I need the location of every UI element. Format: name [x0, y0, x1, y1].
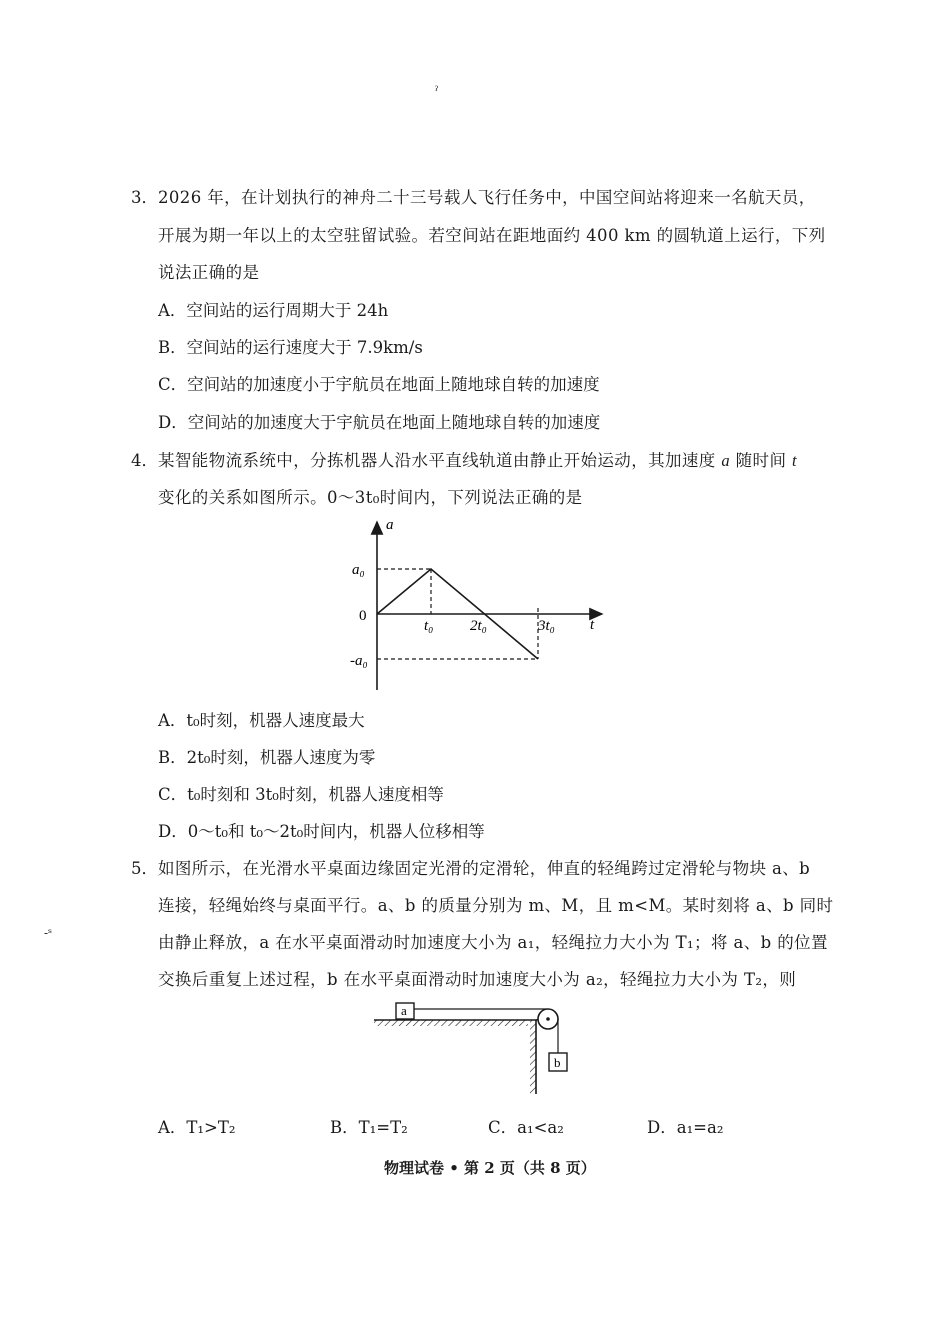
question-number: 5． [131, 859, 158, 878]
option-c: C．空间站的加速度小于宇航员在地面上随地球自转的加速度 [158, 375, 600, 394]
y-axis-label: a [386, 517, 394, 533]
variable-t: t [792, 451, 797, 470]
question-number: 4． [131, 451, 158, 470]
block-b-label: b [554, 1055, 561, 1070]
label-2t0: 2t₀ [470, 618, 487, 634]
table-side-hatch [530, 1020, 536, 1094]
top-mark: ˀ [435, 84, 439, 98]
text-segment: 随时间 [730, 451, 793, 470]
option-d: D．0～t₀和 t₀～2t₀时间内，机器人位移相等 [158, 822, 485, 841]
option-a: A．T₁>T₂ [158, 1118, 236, 1137]
text-segment: 某智能物流系统中，分拣机器人沿水平直线轨道由静止开始运动，其加速度 [158, 451, 722, 470]
option-b: B．空间站的运行速度大于 7.9km/s [158, 338, 423, 357]
acceleration-time-graph [340, 512, 620, 697]
pulley-figure [370, 998, 580, 1098]
side-mark: -ˢ [44, 926, 53, 940]
option-c: C．a₁<a₂ [488, 1118, 564, 1137]
option-d: D．a₁=a₂ [647, 1118, 724, 1137]
pulley-axle [546, 1017, 550, 1021]
question-text-line: 变化的关系如图所示。0～3t₀时间内，下列说法正确的是 [158, 488, 583, 507]
question-number: 3． [131, 188, 158, 207]
question-text-line: 由静止释放，a 在水平桌面滑动时加速度大小为 a₁，轻绳拉力大小为 T₁；将 a、b 的位置 [158, 933, 828, 952]
option-a: A．空间站的运行周期大于 24h [158, 301, 389, 320]
label-zero: 0 [359, 608, 367, 624]
option-b: B．2t₀时刻，机器人速度为零 [158, 748, 376, 767]
question-text-line: 2026 年，在计划执行的神舟二十三号载人飞行任务中，中国空间站将迎来一名航天员， [158, 188, 816, 207]
question-text-line [158, 447, 797, 471]
x-axis-label: t [590, 617, 595, 633]
label-neg-a0: -a₀ [350, 653, 368, 669]
label-t0: t₀ [424, 618, 434, 634]
question-text-line: 开展为期一年以上的太空驻留试验。若空间站在距地面约 400 km 的圆轨道上运行，下列 [158, 226, 826, 245]
table-top-hatch [374, 1020, 528, 1026]
option-b: B．T₁=T₂ [330, 1118, 408, 1137]
option-a: A．t₀时刻，机器人速度最大 [158, 711, 365, 730]
question-text-line: 如图所示，在光滑水平桌面边缘固定光滑的定滑轮，伸直的轻绳跨过定滑轮与物块 a、b [158, 859, 811, 878]
option-c: C．t₀时刻和 3t₀时刻，机器人速度相等 [158, 785, 444, 804]
page-footer: 物理试卷 • 第 2 页（共 8 页） [384, 1159, 596, 1177]
label-3t0: 3t₀ [538, 618, 555, 634]
question-text-line: 连接，轻绳始终与桌面平行。a、b 的质量分别为 m、M，且 m<M。某时刻将 a、b 同时 [158, 896, 834, 915]
block-a-label: a [401, 1003, 407, 1018]
variable-a: a [721, 451, 731, 470]
option-d: D．空间站的加速度大于宇航员在地面上随地球自转的加速度 [158, 413, 601, 432]
question-text-line: 说法正确的是 [158, 263, 260, 282]
question-text-line: 交换后重复上述过程，b 在水平桌面滑动时加速度大小为 a₂，轻绳拉力大小为 T₂，则 [158, 970, 797, 989]
label-a0: a₀ [352, 562, 365, 578]
